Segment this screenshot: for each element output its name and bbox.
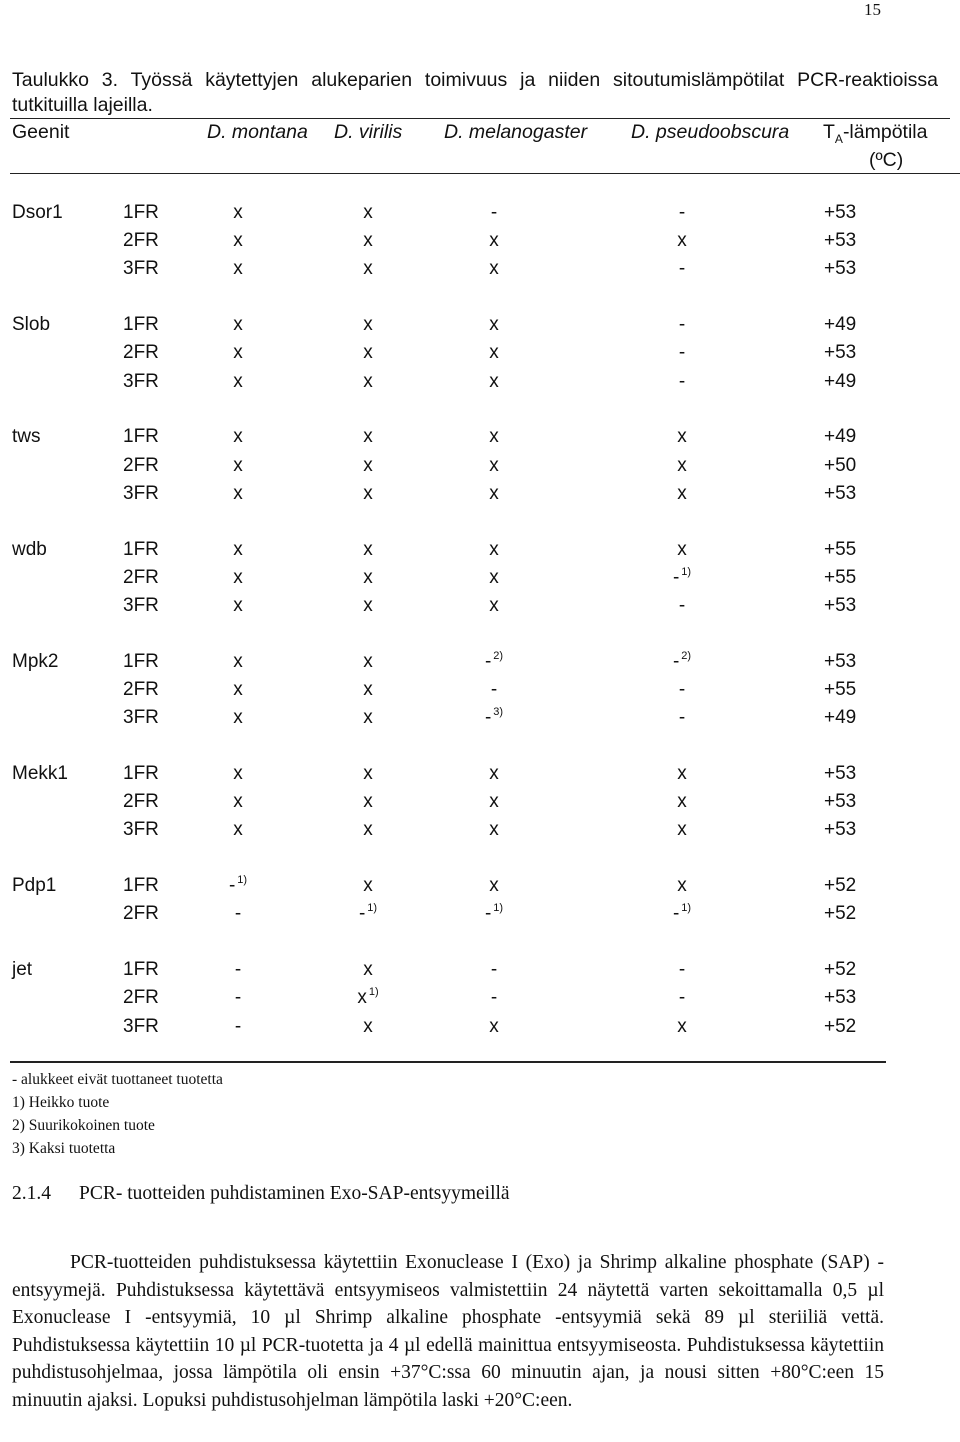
result-cell xyxy=(491,987,497,1009)
footnote-marker: 3) xyxy=(493,706,504,719)
annealing-temperature: +52 xyxy=(824,903,857,925)
result-cell xyxy=(235,959,241,981)
result-value: x xyxy=(363,426,373,448)
result-value: x xyxy=(363,454,373,476)
result-value: x xyxy=(233,202,243,223)
result-value: x xyxy=(489,370,499,392)
result-value: - xyxy=(678,595,686,616)
temp-label: -lämpötila xyxy=(842,121,928,143)
result-value: x xyxy=(363,1015,373,1037)
annealing-temperature: +49 xyxy=(824,707,857,729)
result-value: x xyxy=(363,819,373,841)
result-cell xyxy=(235,903,241,925)
annealing-temperature: +49 xyxy=(824,426,857,448)
result-value: - xyxy=(490,987,498,1009)
primer-pair: 2FR xyxy=(123,987,159,1009)
annealing-temperature: +53 xyxy=(824,819,857,841)
result-cell xyxy=(363,539,373,561)
header-temperature xyxy=(823,121,927,146)
result-cell xyxy=(673,903,691,925)
footnote-2: 2) Suurikokoinen tuote xyxy=(12,1117,155,1134)
result-cell xyxy=(489,595,499,617)
result-value: x xyxy=(677,791,687,813)
result-cell xyxy=(485,903,503,925)
primer-pair: 3FR xyxy=(123,1015,159,1037)
result-cell xyxy=(679,202,685,224)
result-cell xyxy=(363,258,373,280)
header-top-rule xyxy=(10,118,950,119)
result-cell xyxy=(363,426,373,448)
annealing-temperature: +55 xyxy=(824,566,857,588)
result-value: x xyxy=(677,1015,687,1037)
primer-pair: 2FR xyxy=(123,342,159,364)
gene-name: Pdp1 xyxy=(12,875,57,897)
result-cell xyxy=(489,258,499,280)
result-value: - xyxy=(678,707,686,729)
result-value: x xyxy=(363,959,373,981)
result-cell xyxy=(363,1016,373,1038)
primer-pair: 2FR xyxy=(123,903,159,925)
temp-subscript: A xyxy=(834,131,843,146)
result-value: - xyxy=(678,342,686,364)
result-cell xyxy=(679,342,685,364)
result-cell xyxy=(679,959,685,981)
result-cell xyxy=(235,987,241,1009)
page-number: 15 xyxy=(864,0,881,19)
result-cell xyxy=(677,819,687,841)
result-cell xyxy=(489,230,499,252)
primer-pair: 2FR xyxy=(123,566,159,588)
result-value: - xyxy=(234,959,242,981)
result-value: - xyxy=(358,903,366,925)
header-genes: Geenit xyxy=(12,121,70,143)
result-value: x xyxy=(233,482,243,504)
result-cell xyxy=(233,342,243,364)
result-cell xyxy=(233,651,243,673)
result-cell xyxy=(677,875,687,897)
primer-pair: 3FR xyxy=(123,595,159,616)
result-value: x xyxy=(363,650,373,672)
result-cell xyxy=(489,763,499,785)
result-cell xyxy=(489,819,499,841)
result-cell xyxy=(677,230,687,252)
result-cell xyxy=(677,791,687,813)
result-value: - xyxy=(678,679,686,700)
result-value: x xyxy=(363,791,373,813)
primer-pair: 1FR xyxy=(123,875,159,897)
result-cell xyxy=(233,202,243,224)
gene-name: jet xyxy=(12,959,33,981)
result-value: x xyxy=(363,230,373,252)
result-cell xyxy=(363,455,373,477)
result-value: x xyxy=(357,987,367,1009)
primer-pair: 1FR xyxy=(123,650,159,672)
annealing-temperature: +52 xyxy=(824,1015,857,1037)
annealing-temperature: +49 xyxy=(824,314,857,336)
result-cell xyxy=(233,539,243,561)
annealing-temperature: +55 xyxy=(824,679,857,700)
result-value: - xyxy=(672,566,680,588)
result-cell xyxy=(233,567,243,589)
result-cell xyxy=(489,791,499,813)
footnote-marker: 1) xyxy=(493,902,504,915)
result-cell xyxy=(679,679,685,701)
result-value: x xyxy=(489,258,499,280)
result-value: x xyxy=(677,875,687,897)
footnote-marker: 1) xyxy=(367,902,378,915)
result-cell xyxy=(489,426,499,448)
result-cell xyxy=(485,707,503,729)
primer-pair: 1FR xyxy=(123,959,159,981)
primer-pair: 3FR xyxy=(123,482,159,504)
result-value: x xyxy=(677,763,687,784)
result-value: x xyxy=(233,763,243,784)
result-cell xyxy=(363,875,373,897)
result-value: x xyxy=(363,875,373,897)
body-paragraph xyxy=(12,1249,884,1414)
result-value: x xyxy=(489,791,499,813)
result-value: - xyxy=(228,875,236,897)
annealing-temperature: +53 xyxy=(824,230,857,252)
footnote-dash: - alukkeet eivät tuottaneet tuotetta xyxy=(12,1071,223,1088)
result-cell xyxy=(363,595,373,617)
result-value: x xyxy=(677,454,687,476)
result-cell xyxy=(677,539,687,561)
result-cell xyxy=(489,539,499,561)
result-value: x xyxy=(363,258,373,280)
primer-pair: 3FR xyxy=(123,707,159,729)
result-value: x xyxy=(363,566,373,588)
primer-pair: 1FR xyxy=(123,763,159,784)
result-value: - xyxy=(234,987,242,1009)
result-value: x xyxy=(363,202,373,223)
gene-name: Mpk2 xyxy=(12,650,59,672)
result-cell xyxy=(679,987,685,1009)
primer-pair: 3FR xyxy=(123,258,159,280)
footnote-marker: 1) xyxy=(368,986,379,999)
footnote-1: 1) Heikko tuote xyxy=(12,1094,110,1111)
species-name: D. melanogaster xyxy=(444,121,588,143)
result-cell xyxy=(679,314,685,336)
result-cell xyxy=(359,903,377,925)
gene-name: Dsor1 xyxy=(12,202,63,223)
footnote-marker: 2) xyxy=(493,649,504,662)
primer-pair: 2FR xyxy=(123,791,159,813)
annealing-temperature: +53 xyxy=(824,482,857,504)
result-cell xyxy=(363,791,373,813)
footnote-3: 3) Kaksi tuotetta xyxy=(12,1140,116,1157)
result-cell xyxy=(233,230,243,252)
result-cell xyxy=(489,875,499,897)
result-cell xyxy=(677,455,687,477)
result-value: x xyxy=(489,875,499,897)
result-cell xyxy=(229,875,247,897)
result-value: - xyxy=(490,679,498,700)
primer-pair: 3FR xyxy=(123,819,159,841)
result-value: - xyxy=(678,314,686,336)
species-name: D. montana xyxy=(207,121,308,143)
annealing-temperature: +52 xyxy=(824,875,857,897)
annealing-temperature: +55 xyxy=(824,538,857,560)
result-cell xyxy=(363,679,373,701)
section-number: 2.1.4 xyxy=(12,1183,51,1204)
result-cell xyxy=(363,819,373,841)
result-cell xyxy=(357,987,378,1009)
result-value: - xyxy=(490,202,498,223)
footnote-marker: 1) xyxy=(681,902,692,915)
result-cell xyxy=(489,314,499,336)
primer-pair: 1FR xyxy=(123,202,159,223)
primer-pair: 3FR xyxy=(123,370,159,392)
result-value: - xyxy=(678,202,686,223)
result-value: x xyxy=(233,707,243,729)
result-value: x xyxy=(363,342,373,364)
result-value: x xyxy=(489,1015,499,1037)
annealing-temperature: +50 xyxy=(824,454,857,476)
result-value: - xyxy=(678,987,686,1009)
result-value: - xyxy=(484,707,492,729)
annealing-temperature: +53 xyxy=(824,791,857,813)
table-caption: Taulukko 3. Työssä käytettyjen alukeparien toimivuus ja niiden sitoutumislämpötilat PCR-reaktioissa tutkituilla lajeilla. xyxy=(12,69,938,116)
result-value: x xyxy=(489,595,499,616)
primer-pair: 1FR xyxy=(123,426,159,448)
species-name: D. virilis xyxy=(334,121,403,143)
result-value: x xyxy=(489,454,499,476)
result-value: x xyxy=(363,763,373,784)
result-cell xyxy=(363,371,373,393)
result-cell xyxy=(491,959,497,981)
header-species-virilis xyxy=(334,121,402,144)
result-value: - xyxy=(484,650,492,672)
result-cell xyxy=(233,314,243,336)
result-cell xyxy=(233,426,243,448)
result-value: x xyxy=(677,230,687,252)
result-cell xyxy=(491,202,497,224)
result-value: x xyxy=(363,679,373,700)
footnote-marker: 1) xyxy=(237,874,248,887)
primer-pair: 1FR xyxy=(123,538,159,560)
result-value: x xyxy=(233,454,243,476)
result-cell xyxy=(233,707,243,729)
result-cell xyxy=(235,1016,241,1038)
result-cell xyxy=(363,763,373,785)
result-cell xyxy=(679,595,685,617)
result-cell xyxy=(489,1016,499,1038)
result-cell xyxy=(485,651,503,673)
result-cell xyxy=(679,258,685,280)
result-value: x xyxy=(233,342,243,364)
result-value: x xyxy=(363,595,373,616)
result-value: x xyxy=(363,707,373,729)
result-cell xyxy=(233,595,243,617)
header-species-montana xyxy=(207,121,308,144)
result-cell xyxy=(363,342,373,364)
header-species-pseudoobscura xyxy=(631,121,789,144)
result-cell xyxy=(673,651,691,673)
gene-name: Mekk1 xyxy=(12,763,68,784)
result-cell xyxy=(363,959,373,981)
primer-pair: 2FR xyxy=(123,230,159,252)
result-cell xyxy=(233,763,243,785)
result-value: - xyxy=(672,903,680,925)
result-cell xyxy=(677,483,687,505)
header-species-melanogaster xyxy=(444,121,587,144)
result-value: x xyxy=(233,791,243,813)
result-value: x xyxy=(233,819,243,841)
result-cell xyxy=(363,483,373,505)
result-cell xyxy=(489,567,499,589)
annealing-temperature: +52 xyxy=(824,959,857,981)
gene-name: tws xyxy=(12,426,41,448)
annealing-temperature: +49 xyxy=(824,370,857,392)
result-value: x xyxy=(233,258,243,280)
result-value: - xyxy=(484,903,492,925)
result-value: x xyxy=(489,426,499,448)
result-cell xyxy=(677,1016,687,1038)
gene-name: Slob xyxy=(12,314,51,336)
result-value: x xyxy=(233,426,243,448)
result-value: x xyxy=(233,595,243,616)
result-cell xyxy=(233,791,243,813)
annealing-temperature: +53 xyxy=(824,987,857,1009)
annealing-temperature: +53 xyxy=(824,650,857,672)
result-value: x xyxy=(489,230,499,252)
result-cell xyxy=(233,455,243,477)
result-value: x xyxy=(489,566,499,588)
result-value: x xyxy=(489,342,499,364)
temp-t: T xyxy=(823,121,835,143)
result-value: x xyxy=(233,314,243,336)
result-cell xyxy=(489,342,499,364)
result-cell xyxy=(233,371,243,393)
result-cell xyxy=(679,707,685,729)
result-value: x xyxy=(489,538,499,560)
paragraph-text: PCR-tuotteiden puhdistuksessa käytettiin Exonuclease I (Exo) ja Shrimp alkaline phosphate (SAP) -entsyymejä. Puhdistuksessa käytettävä entsyymiseos valmistettiin 24 näytettä varten sekoittamalla 0,5 µl Exonuclease I -entsyymiä, 10 µl Shrimp alkaline phosphate -entsyymiä sekä 89 µl steriiliä vettä. Puhdistuksessa käytettiin 10 µl PCR-tuotetta ja 4 µl edellä mainittua entsyymiseosta. Puhdistuksessa käytettiin puhdistusohjelmaa, jossa lämpötila oli ensin +37°C:ssa 60 minuutin ajan, ja nousi sitten +80°C:een 15 minuutin ajaksi. Lopuksi puhdistusohjelman lämpötila laski +20°C:een. xyxy=(12,1252,884,1411)
primer-pair: 2FR xyxy=(123,454,159,476)
result-value: x xyxy=(363,538,373,560)
result-value: x xyxy=(489,482,499,504)
species-name: D. pseudoobscura xyxy=(631,121,790,143)
result-cell xyxy=(673,567,691,589)
result-value: x xyxy=(233,679,243,700)
result-value: x xyxy=(677,426,687,448)
result-value: - xyxy=(490,959,498,981)
result-cell xyxy=(677,763,687,785)
primer-pair: 1FR xyxy=(123,314,159,336)
annealing-temperature: +53 xyxy=(824,595,857,616)
result-cell xyxy=(363,651,373,673)
result-value: x xyxy=(233,538,243,560)
result-cell xyxy=(363,230,373,252)
header-temperature-unit: (ºC) xyxy=(869,149,904,171)
result-cell xyxy=(233,679,243,701)
annealing-temperature: +53 xyxy=(824,202,857,223)
section-heading xyxy=(12,1183,510,1205)
section-title: PCR- tuotteiden puhdistaminen Exo-SAP-entsyymeillä xyxy=(79,1183,510,1204)
footnote-marker: 1) xyxy=(681,565,692,578)
table-footnotes xyxy=(12,1068,223,1160)
result-value: x xyxy=(677,482,687,504)
result-value: x xyxy=(489,763,499,784)
result-value: - xyxy=(672,650,680,672)
result-value: x xyxy=(233,370,243,392)
result-value: - xyxy=(678,959,686,981)
result-value: x xyxy=(233,566,243,588)
result-value: x xyxy=(233,230,243,252)
result-cell xyxy=(489,371,499,393)
result-cell xyxy=(489,455,499,477)
result-cell xyxy=(679,371,685,393)
result-cell xyxy=(677,426,687,448)
result-value: x xyxy=(363,482,373,504)
result-value: x xyxy=(677,538,687,560)
result-value: - xyxy=(678,370,686,392)
footnote-marker: 2) xyxy=(681,649,692,662)
result-value: x xyxy=(489,819,499,841)
result-cell xyxy=(363,314,373,336)
result-cell xyxy=(233,483,243,505)
result-cell xyxy=(363,567,373,589)
result-value: - xyxy=(678,258,686,280)
result-cell xyxy=(363,707,373,729)
result-value: x xyxy=(363,314,373,336)
primer-pair: 2FR xyxy=(123,679,159,700)
annealing-temperature: +53 xyxy=(824,763,857,784)
annealing-temperature: +53 xyxy=(824,342,857,364)
result-value: x xyxy=(489,314,499,336)
result-cell xyxy=(233,819,243,841)
result-value: - xyxy=(234,1015,242,1037)
result-value: x xyxy=(233,650,243,672)
result-cell xyxy=(233,258,243,280)
result-value: x xyxy=(363,370,373,392)
result-value: x xyxy=(677,819,687,841)
gene-name: wdb xyxy=(12,538,47,560)
header-bottom-rule xyxy=(10,173,960,174)
result-cell xyxy=(363,202,373,224)
annealing-temperature: +53 xyxy=(824,258,857,280)
result-value: - xyxy=(234,903,242,925)
result-cell xyxy=(489,483,499,505)
result-cell xyxy=(491,679,497,701)
table-bottom-rule xyxy=(10,1061,886,1063)
